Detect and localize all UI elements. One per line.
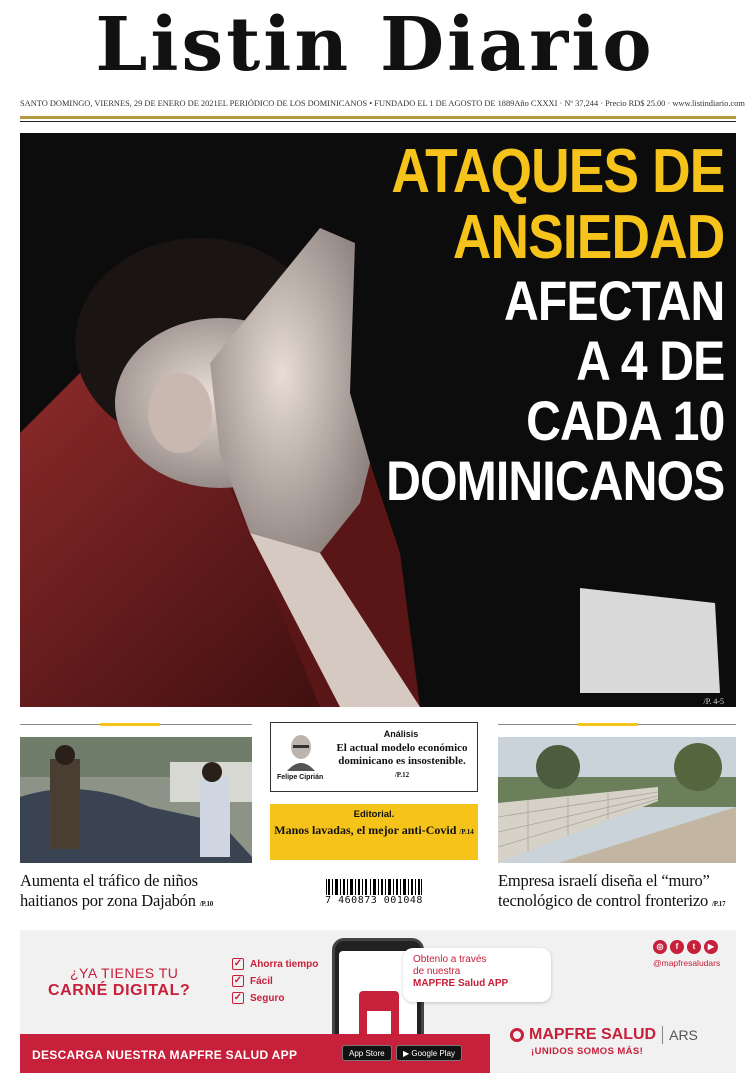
editorial-headline bbox=[270, 823, 478, 837]
play-icon: ▶ bbox=[403, 1049, 412, 1058]
editorial-box[interactable] bbox=[270, 804, 478, 860]
facebook-icon[interactable]: f bbox=[670, 940, 684, 954]
ad-cta-text: DESCARGA NUESTRA MAPFRE SALUD APP bbox=[32, 1048, 298, 1062]
lead-headline-line: A 4 DE bbox=[575, 329, 724, 392]
newspaper-motto: EL PERIÓDICO DE LOS DOMINICANOS • FUNDADO EL 1 DE AGOSTO DE 1889 bbox=[217, 99, 515, 108]
lead-page-ref: /P. 4-5 bbox=[703, 697, 724, 706]
lead-headline bbox=[331, 137, 724, 513]
ad-callout-line: de nuestra bbox=[413, 966, 461, 977]
editorial-headline-text: Manos lavadas, el mejor anti-Covid bbox=[274, 823, 457, 837]
check-icon: ✓ bbox=[233, 958, 243, 969]
app-store-badge[interactable] bbox=[342, 1045, 392, 1061]
ad-question: ¿YA TIENES TU bbox=[70, 965, 179, 981]
ad-cta-bar bbox=[20, 1034, 490, 1073]
author-portrait bbox=[279, 731, 323, 771]
story-headline bbox=[498, 871, 736, 911]
story-headline bbox=[20, 871, 252, 911]
story-photo bbox=[20, 737, 252, 863]
mapfre-brand bbox=[510, 1026, 698, 1044]
google-play-badge[interactable] bbox=[396, 1045, 462, 1061]
check-icon: ✓ bbox=[233, 975, 243, 986]
ad-callout bbox=[403, 948, 551, 1002]
ad-benefits bbox=[232, 958, 318, 1009]
twitter-icon[interactable]: t bbox=[687, 940, 701, 954]
brand-slogan: ¡UNIDOS SOMOS MÁS! bbox=[531, 1046, 644, 1057]
ad-benefit-label: Seguro bbox=[250, 992, 285, 1004]
ad-question-emphasis: CARNÉ DIGITAL? bbox=[48, 982, 191, 999]
dateline bbox=[20, 99, 745, 113]
lead-story[interactable] bbox=[20, 133, 736, 707]
social-icons bbox=[653, 940, 718, 954]
story-child-trafficking[interactable] bbox=[20, 724, 252, 911]
ad-callout-app: MAPFRE Salud APP bbox=[413, 978, 509, 989]
masthead-rule bbox=[20, 121, 736, 122]
issue-info: Año CXXXI · Nº 37,244 · Precio RD$ 25.00 · www.listindiario.com bbox=[514, 99, 745, 108]
editorial-label: Editorial. bbox=[353, 809, 395, 820]
story-rule bbox=[20, 724, 252, 725]
lead-headline-line: CADA 10 bbox=[525, 389, 724, 452]
brand-divider bbox=[662, 1026, 663, 1044]
app-store-label: App Store bbox=[349, 1049, 385, 1058]
masthead-rule-gold bbox=[20, 116, 736, 119]
lead-headline-line: AFECTAN bbox=[503, 269, 724, 332]
mapfre-advertisement[interactable] bbox=[20, 930, 736, 1073]
lead-headline-line: ATAQUES DE bbox=[390, 137, 724, 206]
masthead bbox=[0, 0, 750, 96]
barcode-number: 7 460873 001048 bbox=[322, 895, 426, 906]
story-border-wall[interactable] bbox=[498, 724, 736, 911]
ad-benefit-label: Ahorra tiempo bbox=[250, 958, 319, 970]
check-icon: ✓ bbox=[233, 992, 243, 1003]
lead-headline-line: ANSIEDAD bbox=[452, 203, 724, 272]
analysis-page-ref: /P.12 bbox=[394, 770, 410, 779]
story-rule bbox=[498, 724, 736, 725]
lead-headline-line: DOMINICANOS bbox=[385, 449, 724, 512]
instagram-icon[interactable]: ◎ bbox=[653, 940, 667, 954]
youtube-icon[interactable]: ▶ bbox=[704, 940, 718, 954]
analysis-label: Análisis bbox=[383, 729, 419, 739]
ad-benefit bbox=[232, 975, 318, 987]
story-photo bbox=[498, 737, 736, 863]
ad-benefit-label: Fácil bbox=[250, 975, 273, 987]
google-play-label: Google Play bbox=[411, 1049, 455, 1058]
analysis-headline-text: El actual modelo económico dominicano es insostenible. bbox=[336, 742, 468, 767]
newspaper-title: Listin Diario bbox=[95, 2, 655, 88]
analysis-box[interactable] bbox=[270, 722, 478, 792]
analysis-headline bbox=[331, 742, 473, 781]
social-handle: @mapfresaludars bbox=[653, 958, 721, 968]
ad-benefit bbox=[232, 992, 318, 1004]
story-page-ref: /P.17 bbox=[712, 900, 726, 909]
brand-suffix: ARS bbox=[669, 1027, 698, 1043]
story-page-ref: /P.10 bbox=[199, 900, 214, 909]
issue-date: SANTO DOMINGO, VIERNES, 29 DE ENERO DE 2021 bbox=[20, 99, 218, 108]
qr-code-icon bbox=[367, 1011, 391, 1035]
story-headline-text: Empresa israelí diseña el “muro” tecnológico de control fronterizo bbox=[498, 871, 710, 911]
editorial-page-ref: /P.14 bbox=[459, 828, 474, 836]
ad-callout-line: Obtenlo a través bbox=[413, 954, 487, 965]
mapfre-logo-icon bbox=[510, 1028, 524, 1042]
ad-benefit bbox=[232, 958, 318, 970]
brand-name: MAPFRE SALUD bbox=[529, 1026, 657, 1043]
author-name: Felipe Ciprián bbox=[277, 774, 324, 781]
story-headline-text: Aumenta el tráfico de niños haitianos por zona Dajabón bbox=[20, 871, 198, 911]
